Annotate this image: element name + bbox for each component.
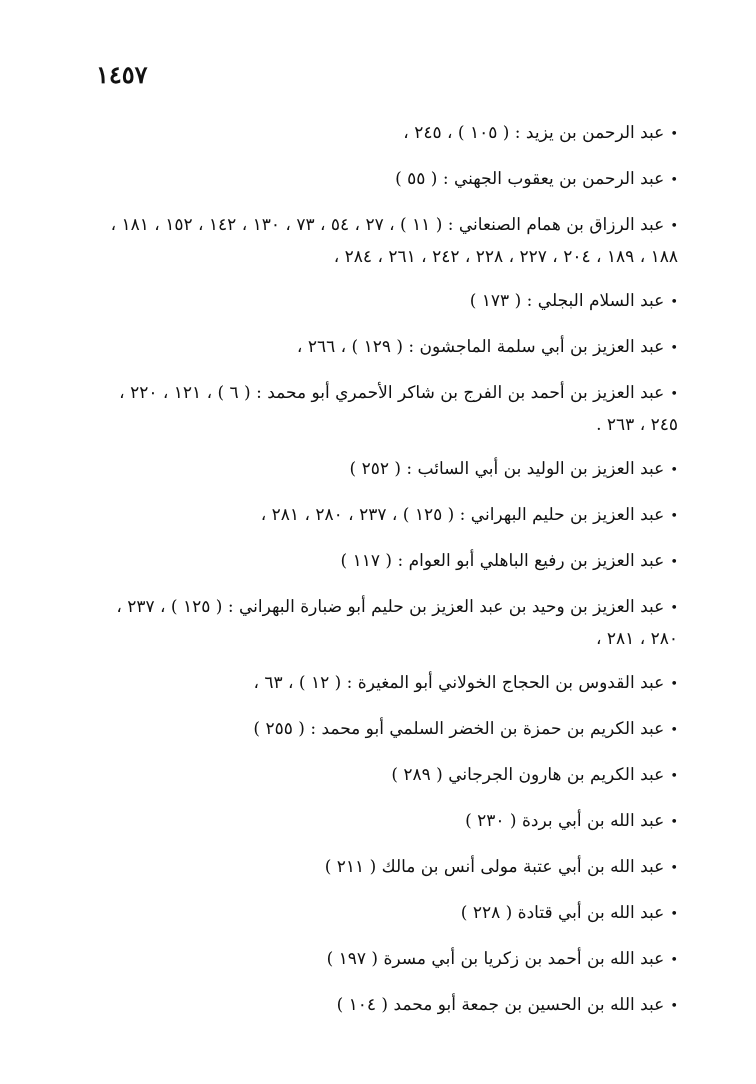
entry-text: عبد العزيز بن رفيع الباهلي أبو العوام : ( ١١٧ ) <box>340 551 665 571</box>
index-entry <box>90 286 678 318</box>
entry-text: عبد الله بن أبي عتبة مولى أنس بن مالك ( ٢١١ ) <box>324 857 665 877</box>
index-entry <box>90 668 678 700</box>
index-entry <box>90 378 678 440</box>
index-entry <box>90 944 678 976</box>
bullet-icon: • <box>670 861 678 876</box>
bullet-icon: • <box>670 509 678 524</box>
entry-text: عبد الله بن أبي قتادة ( ٢٢٨ ) <box>460 903 665 923</box>
entry-text: عبد الرحمن بن يعقوب الجهني : ( ٥٥ ) <box>395 169 665 189</box>
bullet-icon: • <box>670 769 678 784</box>
entry-text: عبد الرزاق بن همام الصنعاني : ( ١١ ) ، ٢٧ ، ٥٤ ، ٧٣ ، ١٣٠ ، ١٤٢ ، ١٥٢ ، ١٨١ ، ١٨٨ ، ١٨٩ ، ٢٠٤ ، ٢٢٧ ، ٢٢٨ ، ٢٤٢ ، ٢٦١ ، ٢٨٤ ، <box>110 215 678 267</box>
entry-text: عبد الرحمن بن يزيد : ( ١٠٥ ) ، ٢٤٥ ، <box>403 123 665 143</box>
bullet-icon: • <box>670 463 678 478</box>
entry-text: عبد الكريم بن حمزة بن الخضر السلمي أبو محمد : ( ٢٥٥ ) <box>253 719 665 739</box>
entry-text: عبد الكريم بن هارون الجرجاني ( ٢٨٩ ) <box>391 765 665 785</box>
index-entry <box>90 898 678 930</box>
entry-text: عبد العزيز بن حليم البهراني : ( ١٢٥ ) ، ٢٣٧ ، ٢٨٠ ، ٢٨١ ، <box>260 505 665 525</box>
bullet-icon: • <box>670 127 678 142</box>
entry-text: عبد القدوس بن الحجاج الخولاني أبو المغيرة : ( ١٢ ) ، ٦٣ ، <box>253 673 665 693</box>
bullet-icon: • <box>670 219 678 234</box>
index-entries <box>90 118 678 1036</box>
bullet-icon: • <box>670 295 678 310</box>
bullet-icon: • <box>670 723 678 738</box>
bullet-icon: • <box>670 907 678 922</box>
index-entry <box>90 806 678 838</box>
page-number: ١٤٥٧ <box>96 60 148 89</box>
index-entry <box>90 760 678 792</box>
bullet-icon: • <box>670 601 678 616</box>
entry-text: عبد الله بن أبي بردة ( ٢٣٠ ) <box>465 811 665 831</box>
index-entry <box>90 500 678 532</box>
entry-text: عبد السلام البجلي : ( ١٧٣ ) <box>469 291 665 311</box>
entry-text: عبد العزيز بن وحيد بن عبد العزيز بن حليم أبو ضبارة البهراني : ( ١٢٥ ) ، ٢٣٧ ، ٢٨٠ ، ٢٨١ ، <box>116 597 678 649</box>
entry-text: عبد العزيز بن الوليد بن أبي السائب : ( ٢٥٢ ) <box>349 459 665 479</box>
index-entry <box>90 714 678 746</box>
index-entry <box>90 118 678 150</box>
index-entry <box>90 332 678 364</box>
bullet-icon: • <box>670 341 678 356</box>
bullet-icon: • <box>670 387 678 402</box>
index-entry <box>90 454 678 486</box>
index-entry <box>90 546 678 578</box>
bullet-icon: • <box>670 953 678 968</box>
bullet-icon: • <box>670 555 678 570</box>
entry-text: عبد العزيز بن أحمد بن الفرج بن شاكر الأحمري أبو محمد : ( ٦ ) ، ١٢١ ، ٢٢٠ ، ٢٤٥ ، ٢٦٣ . <box>119 383 678 435</box>
bullet-icon: • <box>670 999 678 1014</box>
index-entry <box>90 164 678 196</box>
entry-text: عبد الله بن أحمد بن زكريا بن أبي مسرة ( ١٩٧ ) <box>326 949 665 969</box>
bullet-icon: • <box>670 677 678 692</box>
index-entry <box>90 210 678 272</box>
index-entry <box>90 990 678 1022</box>
index-entry <box>90 852 678 884</box>
bullet-icon: • <box>670 173 678 188</box>
entry-text: عبد العزيز بن أبي سلمة الماجشون : ( ١٢٩ ) ، ٢٦٦ ، <box>296 337 665 357</box>
entry-text: عبد الله بن الحسين بن جمعة أبو محمد ( ١٠٤ ) <box>336 995 665 1015</box>
bullet-icon: • <box>670 815 678 830</box>
index-entry <box>90 592 678 654</box>
